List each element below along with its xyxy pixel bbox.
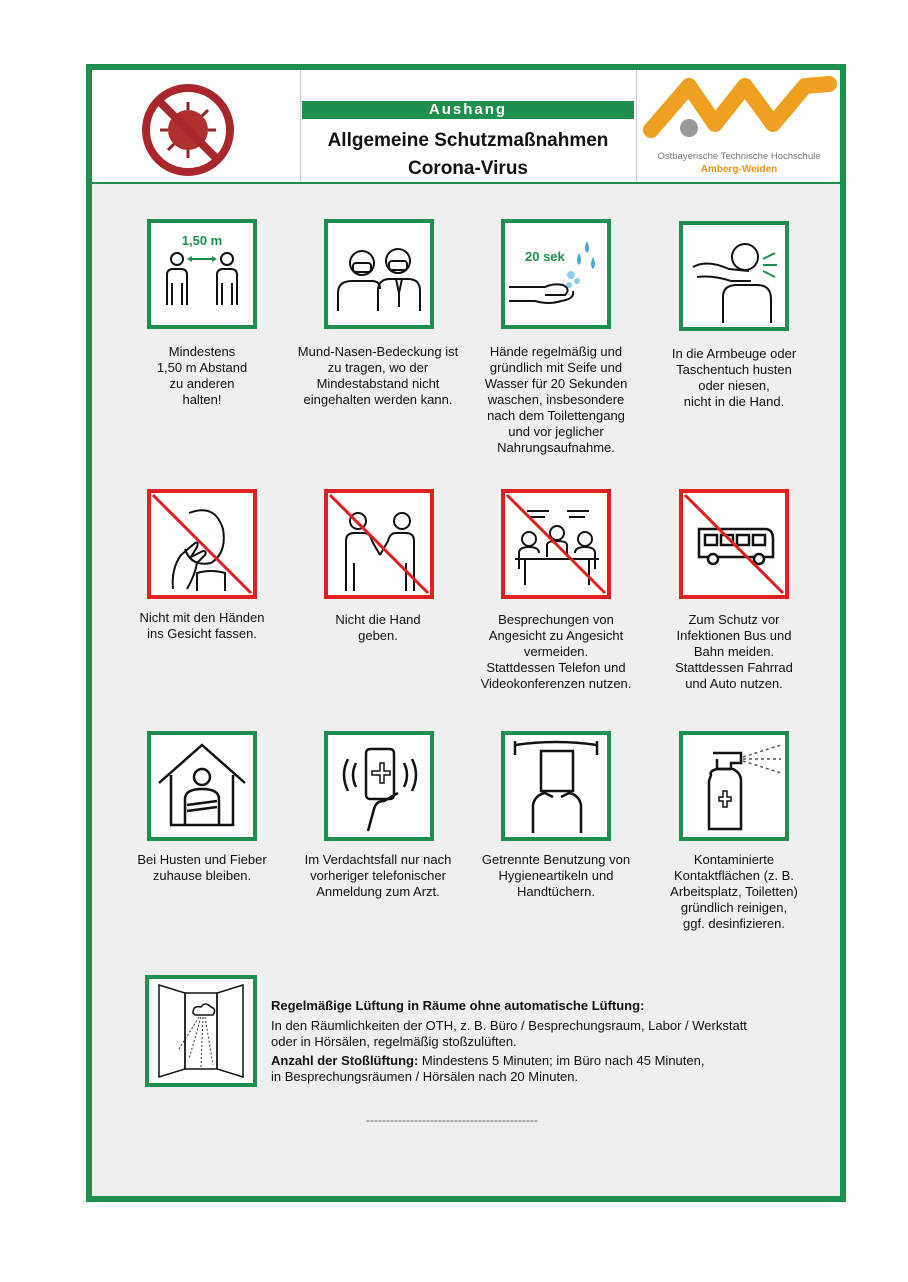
rule-caption-1: Mindestens 1,50 m Abstand zu anderen halten! [156,344,248,407]
rule-caption-4: In die Armbeuge oder Taschentuch husten oder niesen, nicht in die Hand. [671,346,797,409]
rule-caption-8: Zum Schutz vor Infektionen Bus und Bahn meiden. Stattdessen Fahrrad und Auto nutzen. [675,612,793,691]
distance-icon [147,219,257,329]
ventilation-count-text: Mindestens 5 Minuten; im Büro nach 45 Minuten, [418,1053,705,1068]
hand-washing-icon [501,219,611,329]
no-face-touch-icon [147,489,257,599]
footer-separator: ------------------------------------------- [366,1113,538,1127]
ventilation-count-label: Anzahl der Stoßlüftung: [271,1053,419,1068]
poster-subtitle: Corona-Virus [407,158,528,179]
oth-logo [636,70,841,182]
ventilation-line-4: in Besprechungsräumen / Hörsälen nach 20 Minuten. [271,1069,579,1084]
logo-line-2: Amberg-Weiden [700,164,778,175]
rule-caption-7: Besprechungen von Angesicht zu Angesicht vermeiden. Stattdessen Telefon und Videokonferenzen nutzen. [480,612,632,691]
no-handshake-icon [324,489,434,599]
svg-text:20 sek: 20 sek [525,249,565,264]
svg-text:1,50 m: 1,50 m [181,233,223,248]
ventilation-line-2: oder in Hörsälen, regelmäßig stoßzulüften. [271,1034,517,1049]
rule-caption-6: Nicht die Hand geben. [335,612,421,643]
mask-icon [324,219,434,329]
rule-caption-3: Hände regelmäßig und gründlich mit Seife und Wasser für 20 Sekunden waschen, insbesondere nach dem Toilettengang und vor jeglicher Nahrungsaufnahme. [484,344,628,455]
no-bus-icon [679,489,789,599]
rule-caption-11: Getrennte Benutzung von Hygieneartikeln und Handtüchern. [481,852,631,899]
rule-caption-5: Nicht mit den Händen ins Gesicht fassen. [139,610,265,641]
poster-title-block [300,70,636,182]
ventilation-title: Regelmäßige Lüftung in Räume ohne automatische Lüftung: [271,998,645,1013]
ventilation-line-3 [271,1053,704,1068]
rule-caption-9: Bei Husten und Fieber zuhause bleiben. [137,852,267,883]
virus-prohibited-panel [92,70,301,182]
logo-line-1: Ostbayerische Technische Hochschule [657,151,821,162]
cough-elbow-icon [679,221,789,331]
towel-icon [501,731,611,841]
phone-doctor-icon [324,731,434,841]
oth-logo-mark [637,70,841,150]
poster-header [92,70,840,184]
no-meetings-icon [501,489,611,599]
aushang-label: Aushang [302,101,634,119]
disinfectant-spray-icon [679,731,789,841]
virus-prohibited-icon [92,70,300,182]
poster-title: Allgemeine Schutzmaßnahmen [327,130,609,151]
ventilation-window-icon [145,975,257,1087]
rule-caption-2: Mund-Nasen-Bedeckung ist zu tragen, wo der Mindestabstand nicht eingehalten werden kann. [297,344,459,407]
rule-caption-10: Im Verdachtsfall nur nach vorheriger telefonischer Anmeldung zum Arzt. [304,852,452,899]
stay-home-icon [147,731,257,841]
ventilation-line-1: In den Räumlichkeiten der OTH, z. B. Büro / Besprechungsraum, Labor / Werkstatt [271,1018,747,1033]
rule-caption-12: Kontaminierte Kontaktflächen (z. B. Arbeitsplatz, Toiletten) gründlich reinigen, ggf. desinfizieren. [670,852,798,931]
